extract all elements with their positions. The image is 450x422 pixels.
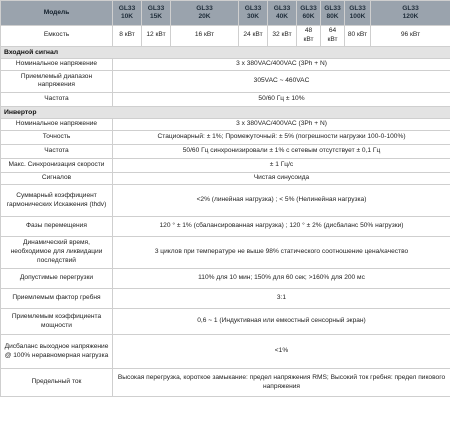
model-cell: GL33 80K xyxy=(321,1,345,26)
row-label: Дисбаланс выходное напряжение @ 100% неравномерная нагрузка xyxy=(1,335,113,369)
row-value: <2% (линейная нагрузка) ; < 5% (Нелинейная нагрузка) xyxy=(113,185,450,217)
row-value: 120 ° ± 1% (сбалансированная нагрузка) ; 120 ° ± 2% (дисбаланс 50% нагрузки) xyxy=(113,217,450,237)
row-label: Суммарный коэффициент гармонических Искажения (thdv) xyxy=(1,185,113,217)
row-value: 3 циклов при температуре не выше 98% статического соотношение цена/качество xyxy=(113,237,450,269)
row-label: Динамический время, необходимое для ликвидации последствий xyxy=(1,237,113,269)
table-row xyxy=(1,269,450,289)
table-row xyxy=(1,185,450,217)
row-value: Стационарный: ± 1%; Промежуточный: ± 5% (погрешности нагрузки 100-0-100%) xyxy=(113,131,450,145)
model-cell: GL33 20K xyxy=(171,1,239,26)
model-cell: GL33 15K xyxy=(142,1,171,26)
table-row xyxy=(1,58,450,70)
table-row xyxy=(1,131,450,145)
header-row xyxy=(1,1,450,26)
section-input-row xyxy=(1,46,450,58)
capacity-value: 16 кВт xyxy=(171,26,239,47)
table-row xyxy=(1,92,450,106)
model-cell: GL33 60K xyxy=(297,1,321,26)
capacity-value: 48 кВт xyxy=(297,26,321,47)
capacity-value: 32 кВт xyxy=(268,26,297,47)
section-inverter-title: Инвертор xyxy=(1,106,450,118)
table-row xyxy=(1,145,450,159)
capacity-value: 12 кВт xyxy=(142,26,171,47)
capacity-row xyxy=(1,26,450,47)
row-label: Макс. Синхронизация скорости xyxy=(1,159,113,173)
model-cell: GL33 30K xyxy=(239,1,268,26)
table-row xyxy=(1,237,450,269)
row-label: Номинальное напряжение xyxy=(1,119,113,131)
row-value: 110% для 10 мин; 150% для 60 сек; >160% для 200 мс xyxy=(113,269,450,289)
table-row xyxy=(1,217,450,237)
table-row xyxy=(1,70,450,92)
row-label: Частота xyxy=(1,92,113,106)
row-value: ± 1 Гц/с xyxy=(113,159,450,173)
section-inverter-row xyxy=(1,106,450,118)
model-cell: GL33 100K xyxy=(345,1,371,26)
table-row xyxy=(1,159,450,173)
row-value: Чистая синусоида xyxy=(113,173,450,185)
model-cell: GL33 120K xyxy=(371,1,450,26)
row-label: Приемлемый диапазон напряжения xyxy=(1,70,113,92)
table-row xyxy=(1,289,450,309)
capacity-value: 8 кВт xyxy=(113,26,142,47)
model-label: Модель xyxy=(1,1,113,26)
row-value: 0,6 ~ 1 (Индуктивная или емкостный сенсорный экран) xyxy=(113,309,450,335)
table-row xyxy=(1,309,450,335)
row-value: 305VAC ~ 460VAC xyxy=(113,70,450,92)
row-label: Предельный ток xyxy=(1,369,113,397)
capacity-value: 96 кВт xyxy=(371,26,450,47)
row-label: Сигналов xyxy=(1,173,113,185)
capacity-value: 80 кВт xyxy=(345,26,371,47)
table-row xyxy=(1,335,450,369)
row-label: Фазы перемещения xyxy=(1,217,113,237)
row-value: <1% xyxy=(113,335,450,369)
row-label: Номинальное напряжение xyxy=(1,58,113,70)
row-value: 3 x 380VAC/400VAC (3Ph + N) xyxy=(113,58,450,70)
capacity-value: 64 кВт xyxy=(321,26,345,47)
model-cell: GL33 10K xyxy=(113,1,142,26)
row-label: Частота xyxy=(1,145,113,159)
row-value: 50/60 Гц ± 10% xyxy=(113,92,450,106)
row-value: 3 x 380VAC/400VAC (3Ph + N) xyxy=(113,119,450,131)
row-value: 50/60 Гц синхронизировали ± 1% с сетевым отсутствует ± 0,1 Гц xyxy=(113,145,450,159)
model-cell: GL33 40K xyxy=(268,1,297,26)
row-label: Допустимые перегрузки xyxy=(1,269,113,289)
row-label: Приемлемым коэффициента мощности xyxy=(1,309,113,335)
table-row xyxy=(1,119,450,131)
table-row xyxy=(1,173,450,185)
row-label: Точность xyxy=(1,131,113,145)
row-value: 3:1 xyxy=(113,289,450,309)
capacity-value: 24 кВт xyxy=(239,26,268,47)
row-label: Приемлемым фактор гребня xyxy=(1,289,113,309)
row-value: Высокая перегрузка, короткое замыкание: предел напряжения RMS; Высокий ток гребня: предел пикового напряжения xyxy=(113,369,450,397)
section-input-title: Входной сигнал xyxy=(1,46,450,58)
capacity-label: Емкость xyxy=(1,26,113,47)
table-row xyxy=(1,369,450,397)
